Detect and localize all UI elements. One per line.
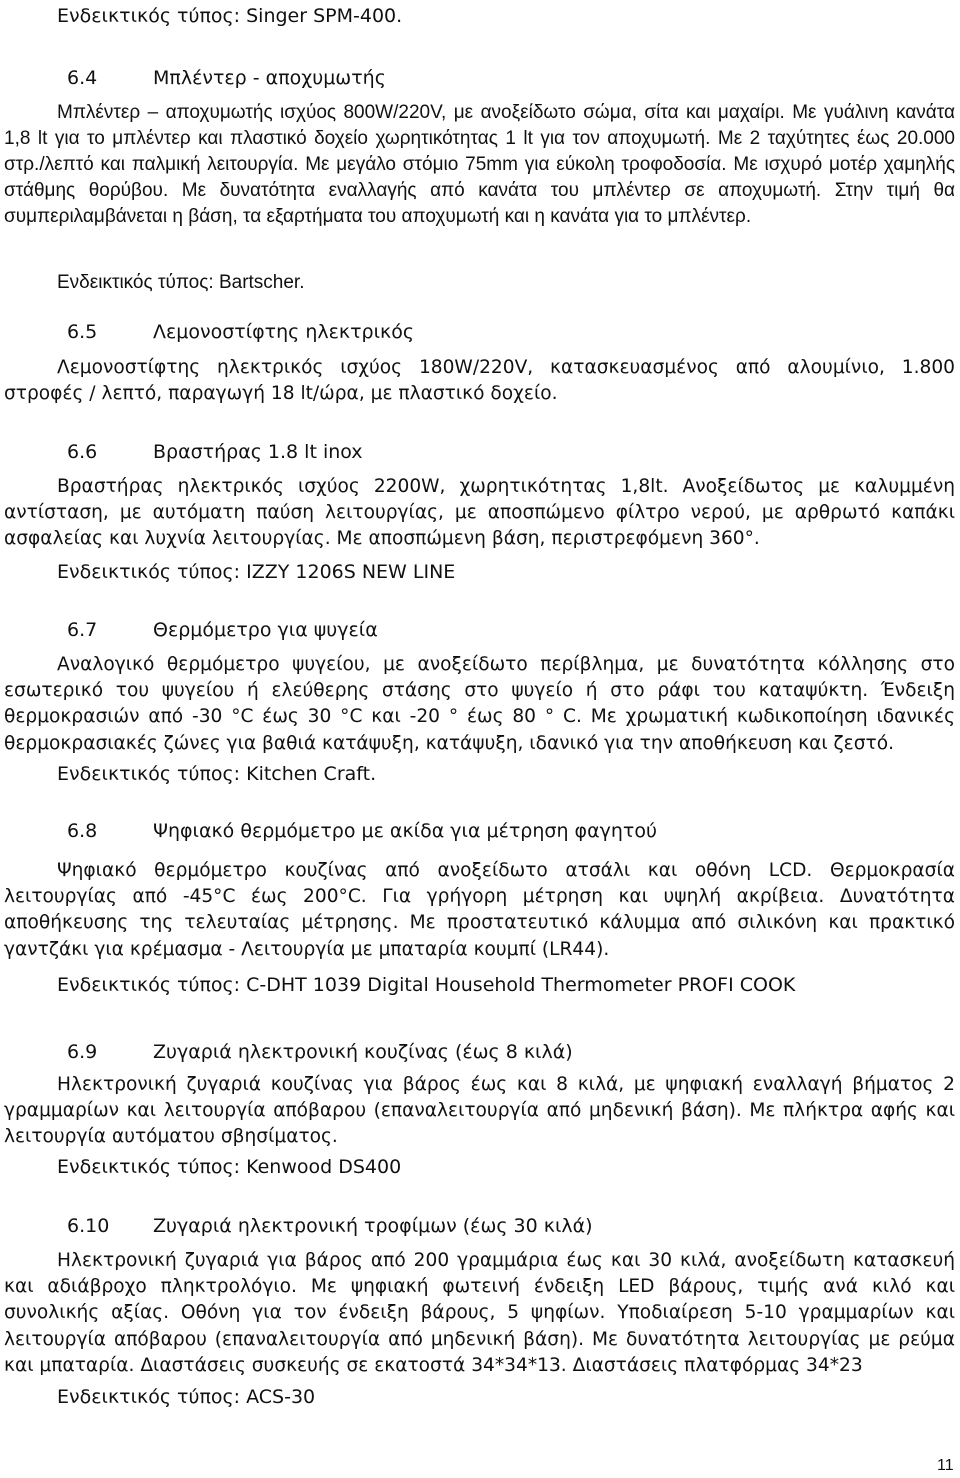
model-text: Ενδεικτικός τύπος: ACS-30 xyxy=(57,1386,316,1408)
section-paragraph: Ηλεκτρονική ζυγαριά για βάρος από 200 γραμμάρια έως και 30 κιλά, ανοξείδωτη κατασκευή και αδιάβροχο πληκτρολόγιο. Με ψηφιακή φωτεινή ένδειξη LED βάρους, τιμής ανά κιλό και συνολικής αξίας. Οθόνη για τον ένδειξη βάρους, 5 ψηφίων. Υποδιαίρεση 5-10 γραμμαρίων και λειτουργία απόβαρου (επαναλειτουργία από μηδενική βάση). Με δυνατότητα λειτουργίας με ρεύμα και μπαταρία. Διαστάσεις συσκευής σε εκατοστά 34*34*13. Διαστάσεις πλατφόρμας 34*23 xyxy=(4,1250,955,1376)
section-number: 6.4 xyxy=(67,67,98,89)
section-paragraph: Ψηφιακό θερμόμετρο κουζίνας από ανοξείδωτο ατσάλι και οθόνη LCD. Θερμοκρασία λειτουργίας από -45°C έως 200°C. Για γρήγορη μέτρηση και υψηλή ακρίβεια. Δυνατότητα αποθήκευσης της τελευταίας μέτρησης. Με προστατευτικό κάλυμμα από σιλικόνη και πρακτικό γαντζάκι για κρέμασμα - Λειτουργία με μπαταρία κουμπί (LR44). xyxy=(4,860,955,960)
section-title: Βραστήρας 1.8 lt inox xyxy=(153,441,363,463)
section-paragraph: Ηλεκτρονική ζυγαριά κουζίνας για βάρος έως και 8 κιλά, με ψηφιακή εναλλαγή βήματος 2 γραμμαρίων και λειτουργία απόβαρου (επαναλειτουργία από μηδενική βάση). Με πλήκτρα αφής και λειτουργία αυτόματου σβησίματος. xyxy=(4,1074,955,1148)
model-text: Ενδεικτικός τύπος: Kenwood DS400 xyxy=(57,1156,402,1178)
section-number: 6.8 xyxy=(67,820,98,842)
section-title: Μπλέντερ - αποχυμωτής xyxy=(153,67,386,89)
section-paragraph: Μπλέντερ – αποχυμωτής ισχύος 800W/220V, με ανοξείδωτο σώμα, σίτα και μαχαίρι. Με γυάλινη κανάτα 1,8 lt για το μπλέντερ και πλαστικό δοχείο χωρητικότητας 1 lt για τον αποχυμωτή. Με 2 ταχύτητες έως 20.000 στρ./λεπτό και παλμική λειτουργία. Με μεγάλο στόμιο 75mm για εύκολη τροφοδοσία. Με ισχυρό μοτέρ χαμηλής στάθμης θορύβου. Με δυνατότητα εναλλαγής από κανάτα του μπλέντερ σε αποχυμωτή. Στην τιμή θα συμπεριλαμβάνεται η βάση, τα εξαρτήματα του αποχυμωτή και η κανάτα για το μπλέντερ. xyxy=(4,102,955,227)
section-paragraph: Λεμονοστίφτης ηλεκτρικός ισχύος 180W/220V, κατασκευασμένος από αλουμίνιο, 1.800 στροφές / λεπτό, παραγωγή 18 lt/ώρα, με πλαστικό δοχείο. xyxy=(4,357,955,405)
model-text: Ενδεικτικός τύπος: C-DHT 1039 Digital Household Thermometer PROFI COOK xyxy=(57,974,796,996)
model-text: Ενδεικτικός τύπος: Bartscher. xyxy=(57,272,305,293)
model-text: Ενδεικτικός τύπος: Kitchen Craft. xyxy=(57,763,377,785)
section-paragraph: Βραστήρας ηλεκτρικός ισχύος 2200W, χωρητικότητας 1,8lt. Ανοξείδωτος με καλυμμένη αντίσταση, με αυτόματη παύση λειτουργίας, με αποσπώμενο φίλτρο νερού, με αρθρωτό καπάκι ασφαλείας και λυχνία λειτουργίας. Με αποσπώμενη βάση, περιστρεφόμενη 360°. xyxy=(4,476,955,550)
section-number: 6.5 xyxy=(67,321,98,343)
section-title: Θερμόμετρο για ψυγεία xyxy=(153,619,378,641)
section-title: Ψηφιακό θερμόμετρο με ακίδα για μέτρηση φαγητού xyxy=(153,820,657,842)
section-title: Λεμονοστίφτης ηλεκτρικός xyxy=(153,321,414,343)
section-number: 6.10 xyxy=(67,1215,110,1237)
section-number: 6.9 xyxy=(67,1041,98,1063)
section-number: 6.7 xyxy=(67,619,98,641)
section-number: 6.6 xyxy=(67,441,98,463)
section-title: Ζυγαριά ηλεκτρονική τροφίμων (έως 30 κιλά) xyxy=(153,1215,593,1237)
section-paragraph: Αναλογικό θερμόμετρο ψυγείου, με ανοξείδωτο περίβλημα, με δυνατότητα κόλλησης στο εσωτερικό του ψυγείου ή ελεύθερης στάσης στο ψυγείο ή στο ράφι του καταψύκτη. Ένδειξη θερμοκρασιών από -30 °C έως 30 °C και -20 ° έως 80 ° C. Με χρωματική κωδικοποίηση ιδανικές θερμοκρασιακές ζώνες για βαθιά κατάψυξη, κατάψυξη, ιδανικό για την αποθήκευση και ζεστό. xyxy=(4,654,955,754)
section-title: Ζυγαριά ηλεκτρονική κουζίνας (έως 8 κιλά) xyxy=(153,1041,573,1063)
model-text: Ενδεικτικός τύπος: IZZY 1206S NEW LINE xyxy=(57,561,456,583)
page-number: 11 xyxy=(937,1457,954,1474)
model-text: Ενδεικτικός τύπος: Singer SPM-400. xyxy=(57,5,403,27)
